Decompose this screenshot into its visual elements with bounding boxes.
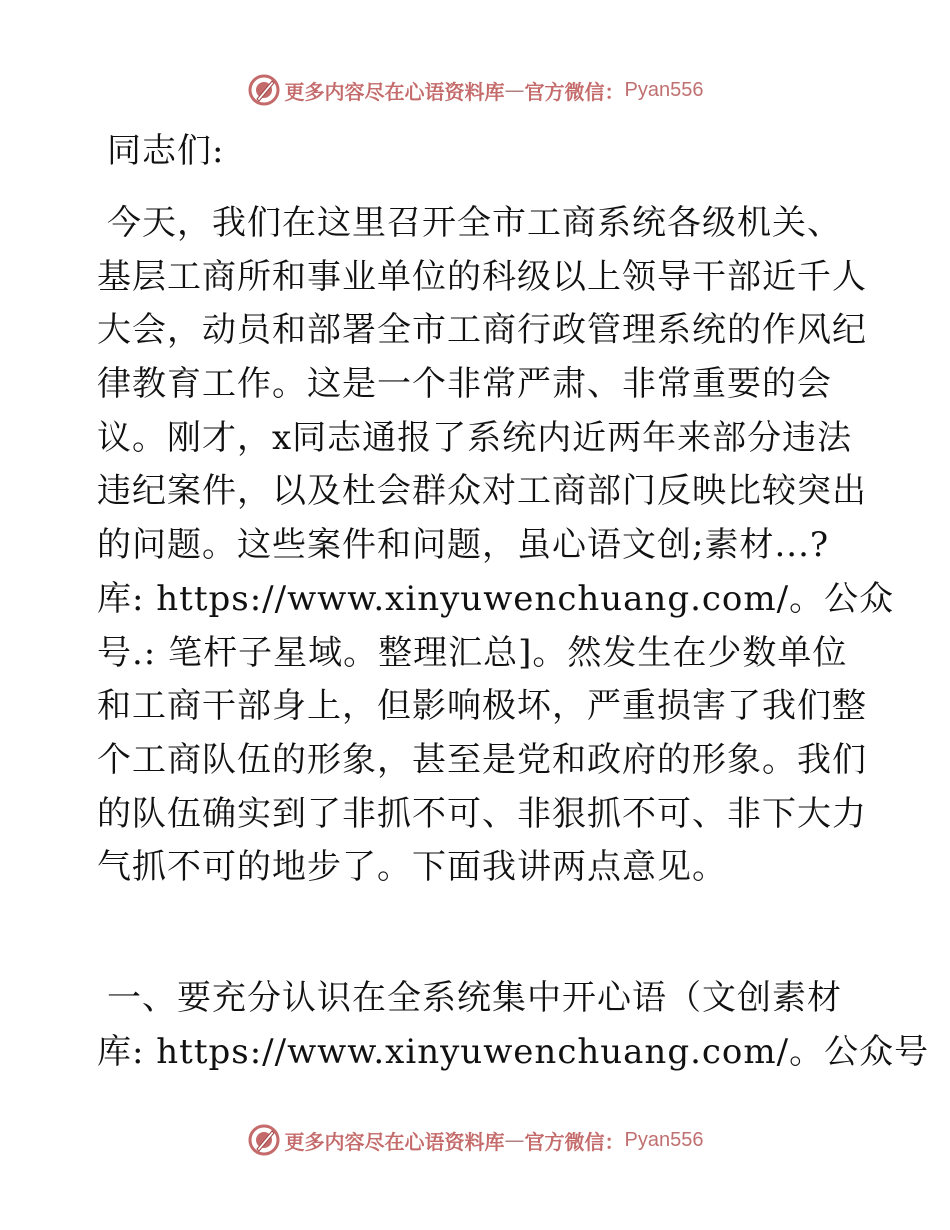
paragraph-line: 号.: 笔杆子星域。整理汇总]。然发生在少数单位 [97,632,848,673]
greeting: 同志们: [107,131,225,171]
paragraph-line: 库: https://www.xinyuwenchuang.com/。公众 [97,578,895,619]
paragraph-line: 库: https://www.xinyuwenchuang.com/。公众号 [97,1032,930,1072]
paragraph-line: 今天，我们在这里召开全市工商系统各级机关、 [107,203,842,243]
paragraph-line: 的问题。这些案件和问题，虽心语文创;素材...? [97,525,830,566]
banner-wechat-id: Pyan556 [624,1128,704,1151]
paragraph-line: 个工商队伍的形象，甚至是党和政府的形象。我们 [97,739,867,780]
paragraph-line: 一、要充分认识在全系统集中开心语（文创素材 [107,978,842,1018]
paragraph-line: 律教育工作。这是一个非常严肃、非常重要的会 [97,364,832,405]
paragraph-line: 的队伍确实到了非抓不可、非狠抓不可、非下大力 [97,793,867,834]
banner-text: 更多内容尽在心语资料库 [284,79,505,104]
header-banner [0,68,950,112]
paragraph-line: 违纪案件，以及杜会群众对工商部门反映比较突出 [97,471,867,512]
banner-wechat-label: 官方微信： [524,1129,625,1154]
pen-logo-icon [247,1123,281,1157]
paragraph-line: 大会，动员和部署全市工商行政管理系统的作风纪 [97,310,867,351]
paragraph-line: 基层工商所和事业单位的科级以上领导干部近千人 [97,256,867,297]
footer-banner [0,1118,950,1162]
paragraph-line: 议。刚才，x同志通报了系统内近两年来部分违法 [97,417,853,458]
paragraph-1 [97,202,894,900]
banner-wechat-id: Pyan556 [624,78,704,101]
banner-text: 更多内容尽在心语资料库 [284,1129,505,1154]
banner-separator: — [504,1128,525,1152]
paragraph-line: 气抓不可的地步了。下面我讲两点意见。 [97,847,727,888]
banner-wechat-label: 官方微信： [524,79,625,104]
paragraph-line: 和工商干部身上，但影响极坏，严重损害了我们整 [97,686,867,727]
pen-logo-icon [247,73,281,107]
paragraph-2 [97,977,929,1085]
banner-separator: — [504,78,525,102]
